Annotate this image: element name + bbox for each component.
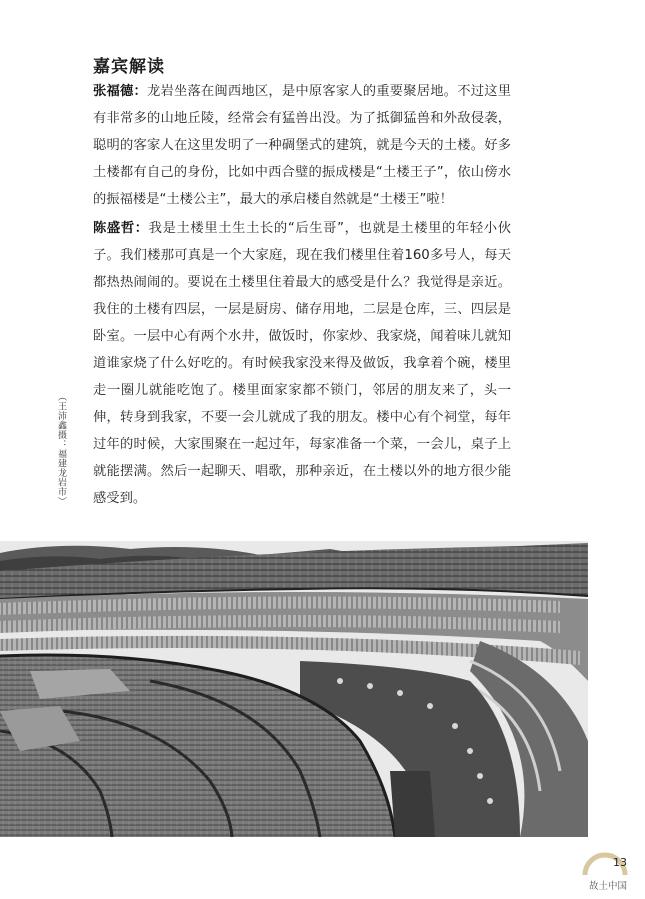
paragraph-zhang xyxy=(93,78,511,213)
book-title: 故土中国 xyxy=(588,881,627,892)
article-body xyxy=(93,78,511,514)
paragraph-chen xyxy=(93,215,511,512)
speaker-name: 张福德： xyxy=(93,84,147,99)
paragraph-text: 我是土楼里土生土长的“后生哥”，也就是土楼里的年轻小伙子。我们楼那可真是一个大家庭，现在我们楼里住着160多号人，每天都热热闹闹的。要说在土楼里住着最大的感受是什么？我觉得是亲近。我住的土楼有四层，一层是厨房、储存用地，二层是仓库，三、四层是卧室。一层中心有两个水井，做饭时，你家炒、我家烧，闻着味儿就知道谁家烧了什么好吃的。有时候我家没来得及做饭，我拿着个碗，楼里走一圈儿就能吃饱了。楼里面家家都不锁门，邻居的朋友来了，头一伸，转身到我家，不要一会儿就成了我的朋友。楼中心有个祠堂，每年过年的时候，大家围聚在一起过年，每家准备一个菜，一会儿，桌子上就能摆满。然后一起聊天、唱歌，那种亲近，在土楼以外的地方很少能感受到。 xyxy=(93,221,511,506)
page-number: 13 xyxy=(613,856,627,869)
paragraph-text: 龙岩坐落在闽西地区，是中原客家人的重要聚居地。不过这里有非常多的山地丘陵，经常会有猛兽出没。为了抵御猛兽和外敌侵袭，聪明的客家人在这里发明了一种碉堡式的建筑，就是今天的土楼。好多土楼都有自己的身份，比如中西合璧的振成楼是“土楼王子”，依山傍水的振福楼是“土楼公主”，最大的承启楼自然就是“土楼王”啦！ xyxy=(93,84,512,207)
tulou-photo xyxy=(0,541,588,837)
speaker-name: 陈盛哲： xyxy=(93,221,149,236)
photo-caption: （王沛鑫摄：福建龙岩市） xyxy=(56,392,66,506)
section-title: 嘉宾解读 xyxy=(93,57,165,77)
